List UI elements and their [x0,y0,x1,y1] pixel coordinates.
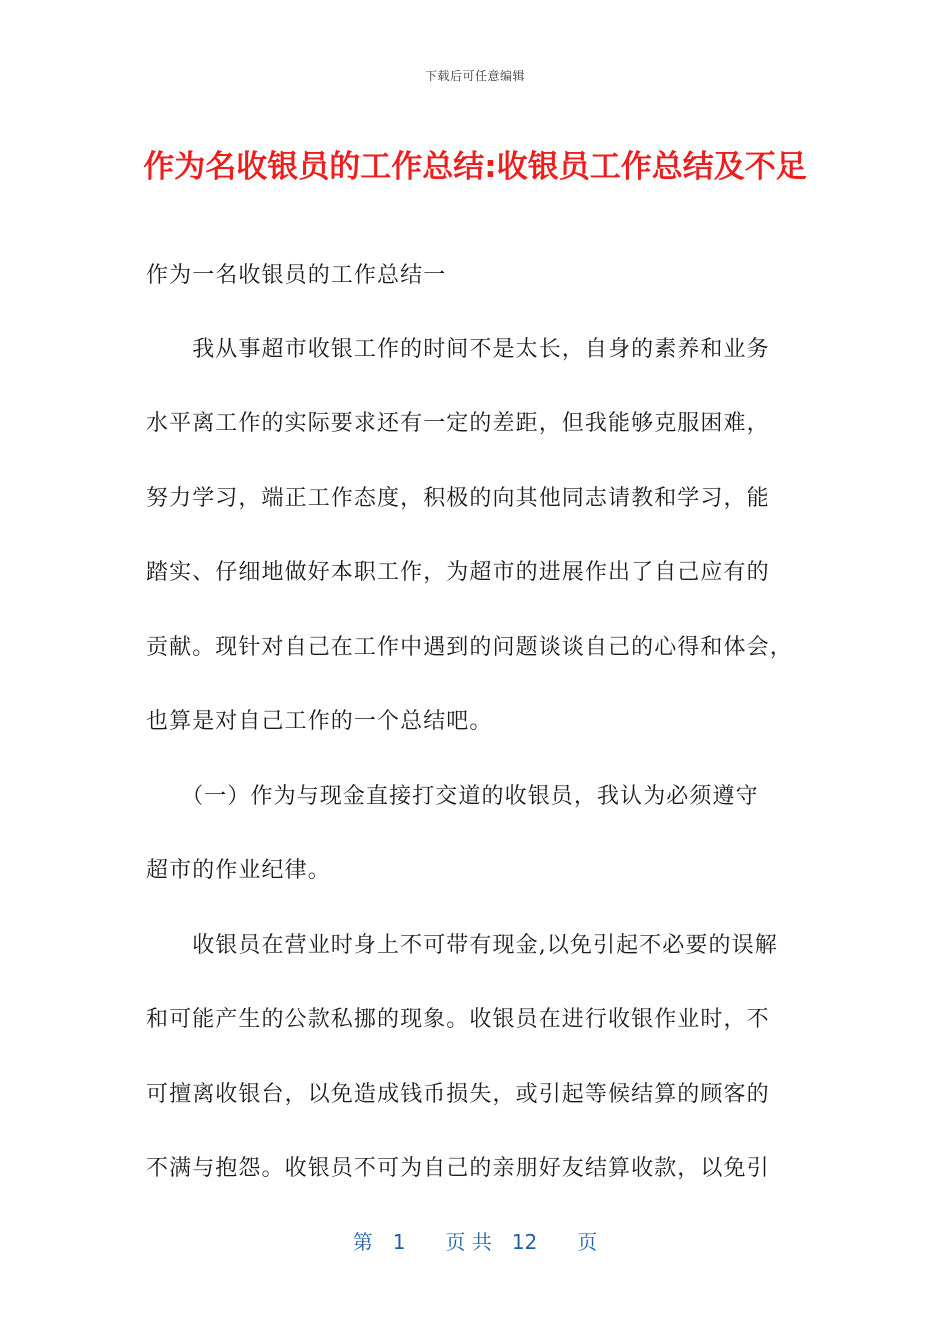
body-line: 和可能产生的公款私挪的现象。收银员在进行收银作业时，不 [146,1007,770,1032]
body-line: 我从事超市收银工作的时间不是太长，自身的素养和业务 [146,337,770,362]
body-line: （一）作为与现金直接打交道的收银员，我认为必须遵守 [146,784,759,809]
body-line: 不满与抱怨。收银员不可为自己的亲朋好友结算收款，以免引 [146,1156,770,1181]
body-line: 也算是对自己工作的一个总结吧。 [146,709,493,734]
document-title: 作为名收银员的工作总结:收银员工作总结及不足 [143,149,807,185]
body-line: 收银员在营业时身上不可带有现金,以免引起不必要的误解 [146,933,778,958]
subheading: 作为一名收银员的工作总结一 [146,263,447,288]
page-footer: 第 1 页 共 12 页 [352,1230,598,1254]
body-line: 水平离工作的实际要求还有一定的差距，但我能够克服困难， [146,411,770,436]
body-line: 贡献。现针对自己在工作中遇到的问题谈谈自己的心得和体会， [146,635,793,660]
body-line: 可擅离收银台，以免造成钱币损失，或引起等候结算的顾客的 [146,1082,770,1107]
body-line: 超市的作业纪律。 [146,858,331,883]
body-line: 努力学习，端正工作态度，积极的向其他同志请教和学习，能 [146,486,770,511]
header-note: 下载后可任意编辑 [424,69,525,83]
body-line: 踏实、仔细地做好本职工作，为超市的进展作出了自己应有的 [146,560,770,585]
